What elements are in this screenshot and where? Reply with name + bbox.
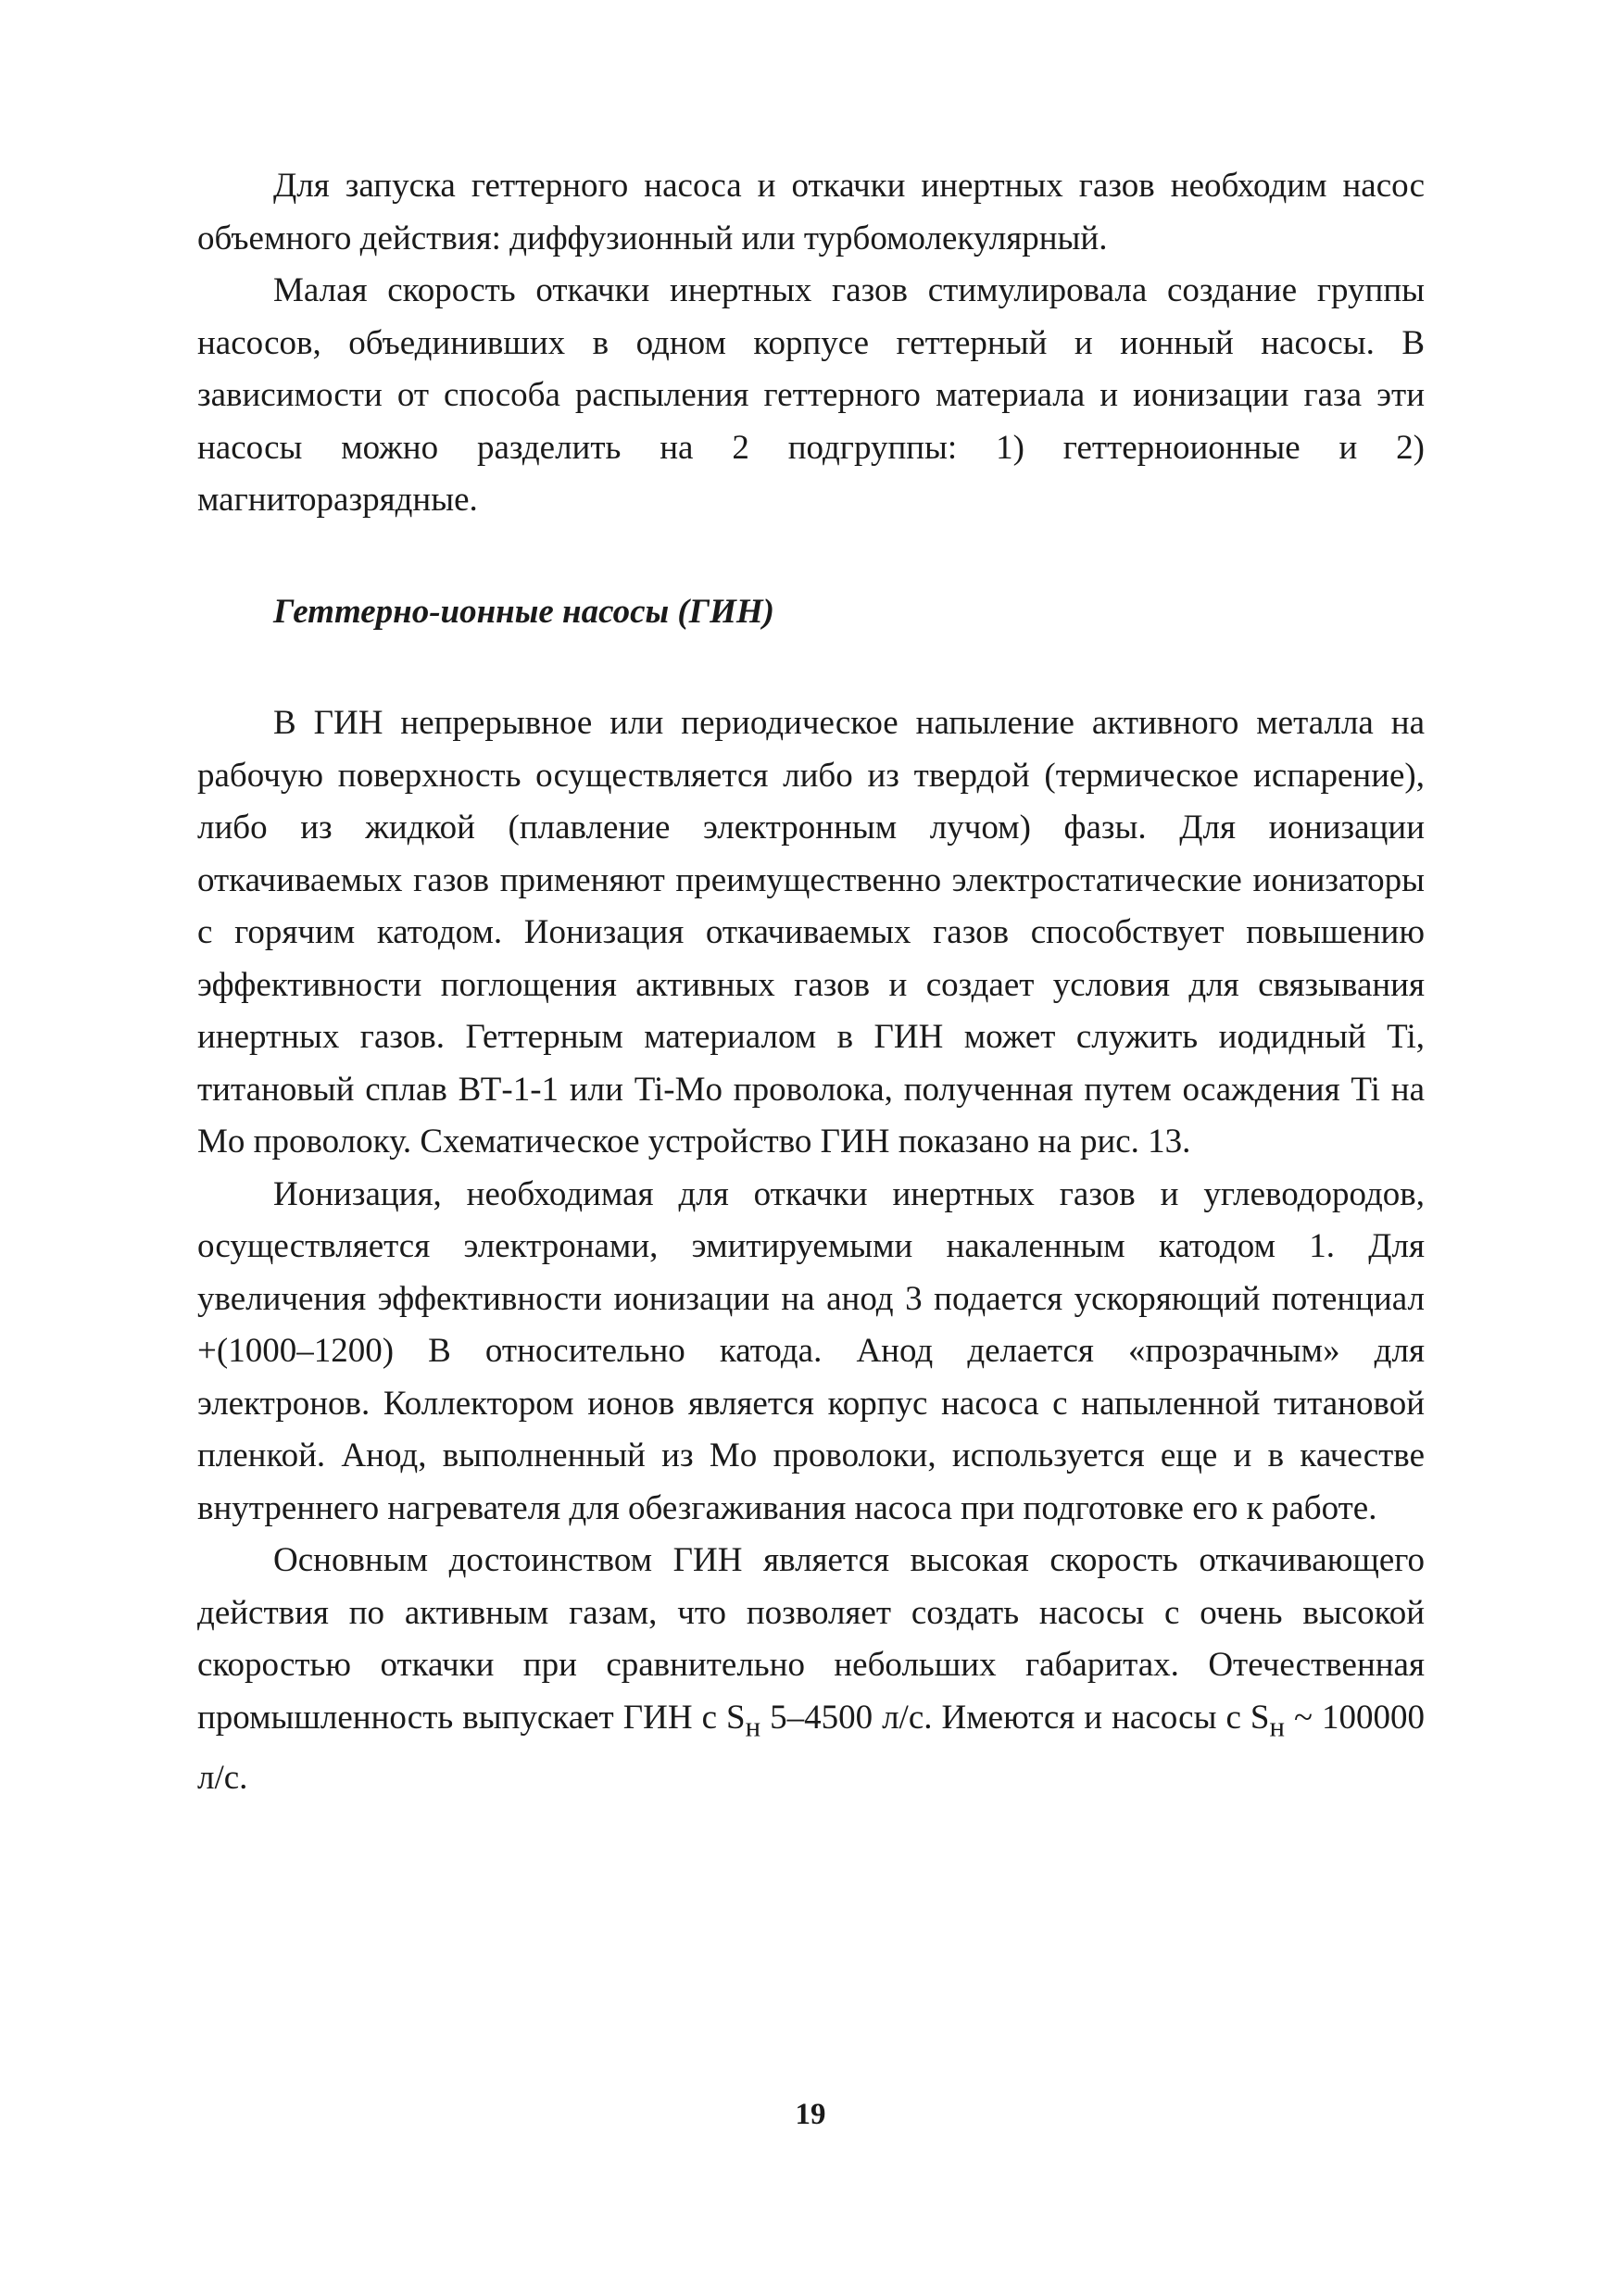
section-heading: Геттерно-ионные насосы (ГИН): [273, 592, 774, 631]
subscript-n-1: н: [745, 1710, 761, 1742]
paragraph-gin-description: В ГИН непрерывное или периодическое напыление активного металла на рабочую поверхность осуществляется либо из твердой (термическое испарение), либо из жидкой (плавление электронным лучом) фазы. Для ионизации откачиваемых газов применяют преимущественно электростатические ионизаторы с горячим катодом. Ионизация откачиваемых газов способствует повышению эффективности поглощения активных газов и создает условия для связывания инертных газов. Геттерным материалом в ГИН может служить иодидный Ti, титановый сплав ВТ-1-1 или Ti-Mo проволока, полученная путем осаждения Ti на Mo проволоку. Схематическое устройство ГИН показано на рис. 13.: [197, 704, 1425, 1161]
page-body: [197, 160, 1425, 1805]
subscript-n-2: н: [1269, 1710, 1285, 1742]
advantages-text-2: 5–4500 л/с. Имеются и насосы с S: [760, 1698, 1270, 1737]
advantages-text-1: Основным достоинством ГИН является высокая скорость откачивающего действия по активным газам, что позволяет создать насосы с очень высокой скоростью откачки при сравнительно небольших габаритах. Отечественная промышленность выпускает ГИН с S: [197, 1541, 1425, 1737]
advantages-text-3: ~ 100000 л/с.: [197, 1698, 1425, 1798]
paragraph-ionization: Ионизация, необходимая для откачки инертных газов и углеводородов, осуществляется электронами, эмитируемыми накаленным катодом 1. Для увеличения эффективности ионизации на анод 3 подается ускоряющий потенциал +(1000–1200) В относительно катода. Анод делается «прозрачным» для электронов. Коллектором ионов является корпус насоса с напыленной титановой пленкой. Анод, выполненный из Mo проволоки, используется еще и в качестве внутреннего нагревателя для обезгаживания насоса при подготовке его к работе.: [197, 1174, 1425, 1527]
page-number: 19: [795, 2098, 826, 2131]
paragraph-intro-2: Малая скорость откачки инертных газов стимулировала создание группы насосов, объединивших в одном корпусе геттерный и ионный насосы. В зависимости от способа распыления геттерного материала и ионизации газа эти насосы можно разделить на 2 подгруппы: 1) геттерноионные и 2) магниторазрядные.: [197, 271, 1425, 519]
paragraph-intro-1: Для запуска геттерного насоса и откачки инертных газов необходим насос объемного действия: диффузионный или турбомолекулярный.: [197, 167, 1425, 257]
paragraph-advantages: [197, 1535, 1425, 1805]
